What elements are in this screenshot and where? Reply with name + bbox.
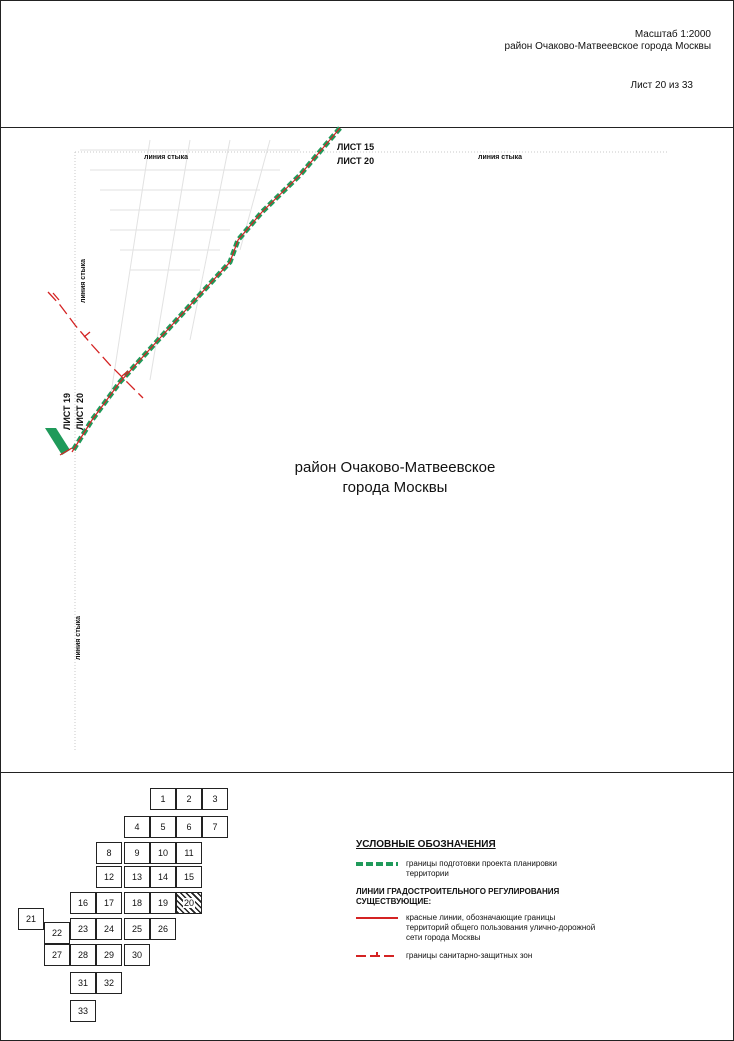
scale-label: Масштаб 1:2000	[634, 29, 711, 40]
sheet-index-cell	[70, 944, 96, 966]
sheet-index-cell	[176, 842, 202, 864]
legend-subtitle: ЛИНИИ ГРАДОСТРОИТЕЛЬНОГО РЕГУЛИРОВАНИЯ СУЩЕСТВУЮЩИЕ:	[356, 887, 560, 906]
sheet-index-cell-label: 13	[131, 872, 142, 882]
sheet-index-cell-label: 1	[160, 794, 166, 804]
sheet-index-cell-label: 17	[103, 898, 114, 908]
sheet-index-cell-label: 11	[184, 848, 194, 858]
sheet-index-cell-label: 32	[103, 978, 114, 988]
sheet-index-cell-label: 14	[157, 872, 168, 882]
join-label-left-upper: линия стыка	[80, 258, 87, 303]
sheet-index-cell	[176, 866, 202, 888]
sheet-index-cell-label: 21	[25, 914, 36, 924]
sanitary-zone-symbol	[356, 951, 398, 961]
sheet-index-cell	[176, 788, 202, 810]
sheet-index-cell-label: 22	[51, 928, 62, 938]
sheet-index-cell	[96, 944, 122, 966]
sheet-index-cell-label: 29	[103, 950, 114, 960]
district-caption: район Очаково-Матвеевское города Москвы	[504, 41, 711, 52]
sheet-index-cell	[176, 816, 202, 838]
sheet-index-cell-label: 27	[51, 950, 62, 960]
sheet-index-cell	[18, 908, 44, 930]
legend-item-sz-text: границы санитарно-защитных зон	[406, 951, 533, 960]
sheet-index-cell-label: 24	[103, 924, 114, 934]
legend-divider	[0, 772, 734, 773]
legend-item-red-text: красные линии, обозначающие границы территорий общего пользования улично-дорожной сети города Москвы	[406, 913, 596, 942]
legend-item-red	[356, 913, 596, 943]
sheet-index-cell	[124, 892, 150, 914]
sheet-index-cell	[70, 972, 96, 994]
sheet-index-cell-label: 8	[106, 848, 112, 858]
sheet-index-cell-label: 30	[131, 950, 142, 960]
sheet-index-cell	[96, 918, 122, 940]
sheet-index-cell-label: 12	[103, 872, 114, 882]
sheet-index-cell	[70, 1000, 96, 1022]
sheet-index-cell	[124, 866, 150, 888]
project-boundary-line	[72, 128, 340, 452]
legend-item-sz	[356, 951, 596, 961]
sheet-index-cell-label: 2	[186, 794, 192, 804]
sheet-index-cell-label: 5	[160, 822, 166, 832]
sheet-index-cell	[176, 892, 202, 914]
sheet-index-cell	[96, 892, 122, 914]
sheet-number: Лист 20 из 33	[630, 80, 693, 91]
join-label-top-right: линия стыка	[478, 154, 523, 161]
sheet-index-cell	[202, 788, 228, 810]
sheet-index-cell	[202, 816, 228, 838]
sheet-index-cell	[96, 972, 122, 994]
legend	[356, 840, 596, 969]
red-line-symbol	[356, 913, 398, 923]
sheet-index-cell	[124, 918, 150, 940]
sheet-index-cell-label: 9	[134, 848, 140, 858]
sheet-index-cell	[150, 816, 176, 838]
join-label-left-lower: линия стыка	[75, 615, 82, 660]
sheet-index-cell-label: 20	[183, 898, 194, 908]
sheet-index-cell	[44, 944, 70, 966]
sheet-index-cell	[96, 866, 122, 888]
sheet-index-cell	[150, 866, 176, 888]
sheet-index-cell-label: 15	[183, 872, 194, 882]
legend-item-boundary-text: границы подготовки проекта планировки территории	[406, 859, 557, 878]
sheet-index-cell-label: 19	[157, 898, 168, 908]
sheet-label-current: ЛИСТ 20	[337, 156, 375, 166]
sheet-index-cell-label: 33	[77, 1006, 88, 1016]
sheet-label-current-left: ЛИСТ 20	[75, 392, 85, 430]
sheet-index-cell-label: 7	[212, 822, 218, 832]
sheet-index-cell	[124, 816, 150, 838]
sheet-index-cell-label: 16	[77, 898, 88, 908]
sheet-index-cell-label: 4	[134, 822, 140, 832]
sheet-index-cell	[150, 842, 176, 864]
legend-item-boundary	[356, 859, 596, 879]
sheet-index-cell-label: 23	[77, 924, 88, 934]
sheet-label-top: ЛИСТ 15	[337, 142, 375, 152]
sheet-index-cell	[124, 944, 150, 966]
legend-title: УСЛОВНЫЕ ОБОЗНАЧЕНИЯ	[356, 839, 496, 850]
sheet-index-cell	[44, 922, 70, 944]
district-name-line2: города Москвы	[342, 479, 448, 496]
sheet-index-cell	[124, 842, 150, 864]
sheet-index-cell-label: 6	[186, 822, 192, 832]
background-survey-marks	[80, 140, 300, 400]
sheet-index-cell-label: 28	[77, 950, 88, 960]
join-label-top-left: линия стыка	[144, 154, 189, 161]
district-name	[250, 458, 540, 498]
sheet-index-cell-label: 3	[212, 794, 218, 804]
sheet-index-cell	[150, 788, 176, 810]
sheet-index-cell-label: 25	[131, 924, 142, 934]
sheet-index-cell-label: 26	[157, 924, 168, 934]
sheet-index-cell	[96, 842, 122, 864]
sheet-index-cell	[70, 918, 96, 940]
sheet-index-cell	[150, 892, 176, 914]
boundary-symbol	[356, 859, 398, 869]
sheet-index-cell	[150, 918, 176, 940]
sheet-index-cell-label: 18	[131, 898, 142, 908]
sheet-index-cell-label: 31	[77, 978, 88, 988]
sheet-index-cell-label: 10	[157, 848, 168, 858]
sheet-index-cell	[70, 892, 96, 914]
sheet-label-left: ЛИСТ 19	[62, 392, 72, 430]
district-name-line1: район Очаково-Матвеевское	[294, 459, 496, 476]
